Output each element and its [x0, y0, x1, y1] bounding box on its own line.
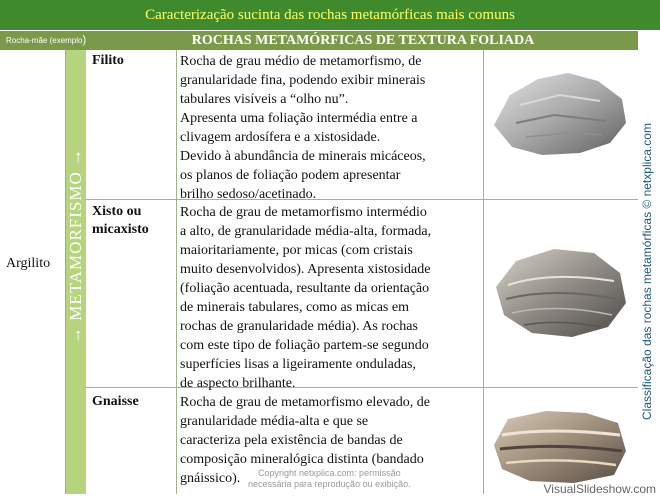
- description-line: brilho sedoso/acetinado.: [180, 187, 317, 202]
- description-line: (foliação acentuada, resultante da orientação: [180, 281, 430, 296]
- description-line: clivagem ardosífera e a xistosidade.: [180, 130, 381, 145]
- parent-rock-header-paren: ): [82, 34, 87, 46]
- description-line: de minerais tabulares, como as micas em: [180, 300, 409, 315]
- copyright-line: necessária para reprodução ou exibição.: [248, 479, 411, 489]
- parent-rock-header: [0, 31, 88, 50]
- description-line: rochas de granularidade média). As rochas: [180, 319, 418, 334]
- gnaisse-rock-image: [490, 405, 630, 485]
- texture-header: ROCHAS METAMÓRFICAS DE TEXTURA FOLIADA: [88, 31, 638, 50]
- parent-rock-name: Argilito: [6, 256, 51, 271]
- description-line: granularidade fina, podendo exibir minerais: [180, 73, 426, 88]
- description-line: composição mineralógica distinta (bandado: [180, 452, 424, 467]
- description-line: tabulares visíveis a “olho nu”.: [180, 92, 349, 107]
- description-line: com este tipo de foliação partem-se segundo: [180, 338, 429, 353]
- description-line: Rocha de grau médio de metamorfismo, de: [180, 54, 422, 69]
- description-line: Rocha de grau de metamorfismo elevado, de: [180, 395, 430, 410]
- rock-description-xisto: [180, 203, 480, 393]
- description-line: Rocha de grau de metamorfismo intermédio: [180, 205, 427, 220]
- copyright-line: Copyright netxplica.com: permissão: [258, 468, 401, 478]
- description-line: a alto, de granularidade média-alta, formada,: [180, 224, 432, 239]
- parent-rock-header-label: Rocha-mãe (exemplo: [6, 36, 83, 45]
- metamorphism-text: METAMORFISMO: [66, 171, 85, 321]
- arrow-icon: →: [66, 326, 85, 344]
- description-line: caracteriza pela existência de bandas de: [180, 433, 403, 448]
- rock-name-xisto: [92, 203, 149, 239]
- parent-rock-column: [0, 50, 66, 494]
- metamorphism-column: [66, 50, 86, 494]
- metamorphism-label: [66, 148, 86, 344]
- description-line: Devido à abundância de minerais micáceos,: [180, 149, 426, 164]
- rock-description-filito: [180, 52, 480, 204]
- rock-name-line: micaxisto: [92, 222, 149, 237]
- description-line: superfícies lisas a ligeiramente onduladas,: [180, 357, 416, 372]
- rock-name-gnaisse: Gnaisse: [92, 394, 139, 409]
- arrow-icon: →: [66, 148, 85, 166]
- side-caption: Classificação das rochas metamórficas © netxplica.com: [640, 123, 654, 420]
- description-line: maioritariamente, por micas (com cristais: [180, 243, 413, 258]
- xisto-rock-image: [490, 241, 630, 341]
- description-line: de aspecto brilhante.: [180, 376, 296, 391]
- copyright-notice: [248, 468, 411, 490]
- column-divider: [483, 50, 484, 494]
- rock-name-filito: Filito: [92, 53, 124, 68]
- slide-title: Caracterização sucinta das rochas metamórficas mais comuns: [0, 0, 660, 30]
- watermark: VisualSlideshow.com: [543, 482, 656, 496]
- rock-table: [0, 31, 638, 494]
- rock-name-line: Xisto ou: [92, 204, 142, 219]
- description-line: Apresenta uma foliação intermédia entre a: [180, 111, 418, 126]
- description-line: muito desenvolvidos). Apresenta xistosidade: [180, 262, 431, 277]
- column-divider: [176, 50, 177, 494]
- description-line: os planos de foliação podem apresentar: [180, 168, 401, 183]
- description-line: granularidade média-alta e que se: [180, 414, 369, 429]
- filito-rock-image: [490, 65, 630, 160]
- description-line: gnáissico).: [180, 471, 241, 486]
